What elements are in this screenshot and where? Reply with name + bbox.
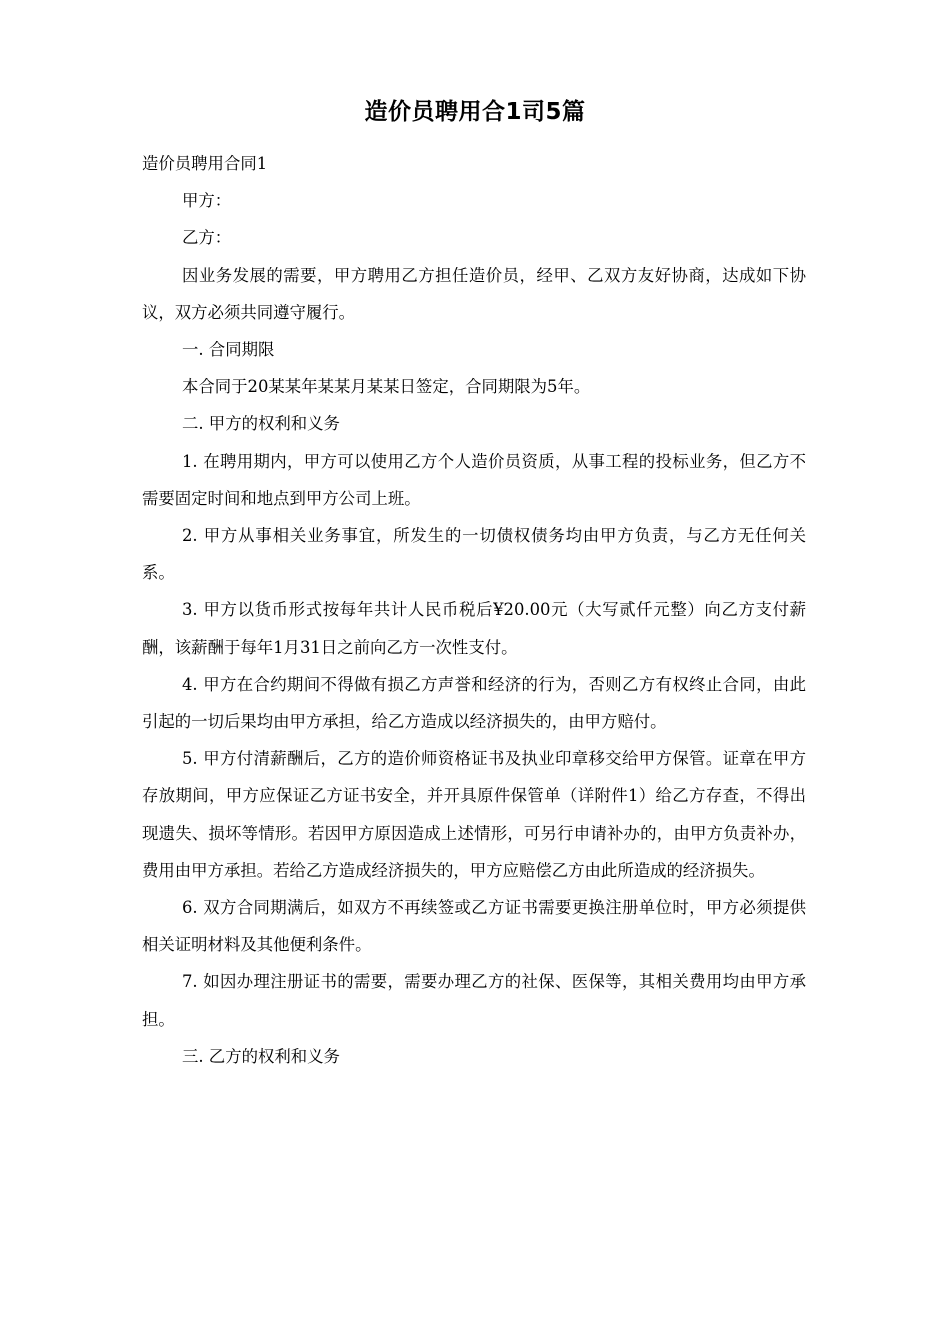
clause-paragraph: 6. 双方合同期满后，如双方不再续签或乙方证书需要更换注册单位时，甲方必须提供相关证明材料及其他便利条件。 [142, 898, 806, 955]
party-b-line: 乙方： [182, 228, 232, 248]
clause-paragraph: 1. 在聘用期内，甲方可以使用乙方个人造价员资质，从事工程的投标业务，但乙方不需要固定时间和地点到甲方公司上班。 [142, 451, 806, 508]
clause-paragraph: 2. 甲方从事相关业务事宜，所发生的一切债权债务均由甲方负责，与乙方无任何关系。 [142, 526, 806, 583]
clause-paragraph: 4. 甲方在合约期间不得做有损乙方声誉和经济的行为，否则乙方有权终止合同，由此引起的一切后果均由甲方承担，给乙方造成以经济损失的，由甲方赔付。 [142, 674, 806, 732]
preamble-paragraph: 因业务发展的需要，甲方聘用乙方担任造价员，经甲、乙双方友好协商，达成如下协议，双方必须共同遵守履行。 [142, 265, 806, 322]
clause-paragraph: 7. 如因办理注册证书的需要，需要办理乙方的社保、医保等，其相关费用均由甲方承担。 [142, 972, 806, 1029]
document-title: 造价员聘用合1司5篇 [364, 99, 586, 125]
section-heading-term: 一. 合同期限 [182, 340, 275, 360]
party-a-line: 甲方： [182, 191, 232, 211]
clause-paragraph: 3. 甲方以货币形式按每年共计人民币税后¥20.00元（大写贰仟元整）向乙方支付薪酬，该薪酬于每年1月31日之前向乙方一次性支付。 [142, 600, 806, 657]
clause-paragraph: 5. 甲方付清薪酬后，乙方的造价师资格证书及执业印章移交给甲方保管。证章在甲方存放期间，甲方应保证乙方证书安全，并开具原件保管单（详附件1）给乙方存查，不得出现遗失、损坏等情形。若因甲方原因造成上述情形，可另行申请补办的，由甲方负责补办，费用由甲方承担。若给乙方造成经济损失的，甲方应赔偿乙方由此所造成的经济损失。 [142, 749, 806, 880]
section-heading-party-b: 三. 乙方的权利和义务 [182, 1046, 340, 1066]
term-paragraph: 本合同于20某某年某某月某某日签定，合同期限为5年。 [182, 377, 591, 397]
section-heading-party-a: 二. 甲方的权利和义务 [182, 414, 340, 434]
contract-heading: 造价员聘用合同1 [142, 154, 268, 173]
document-body [142, 145, 806, 1075]
